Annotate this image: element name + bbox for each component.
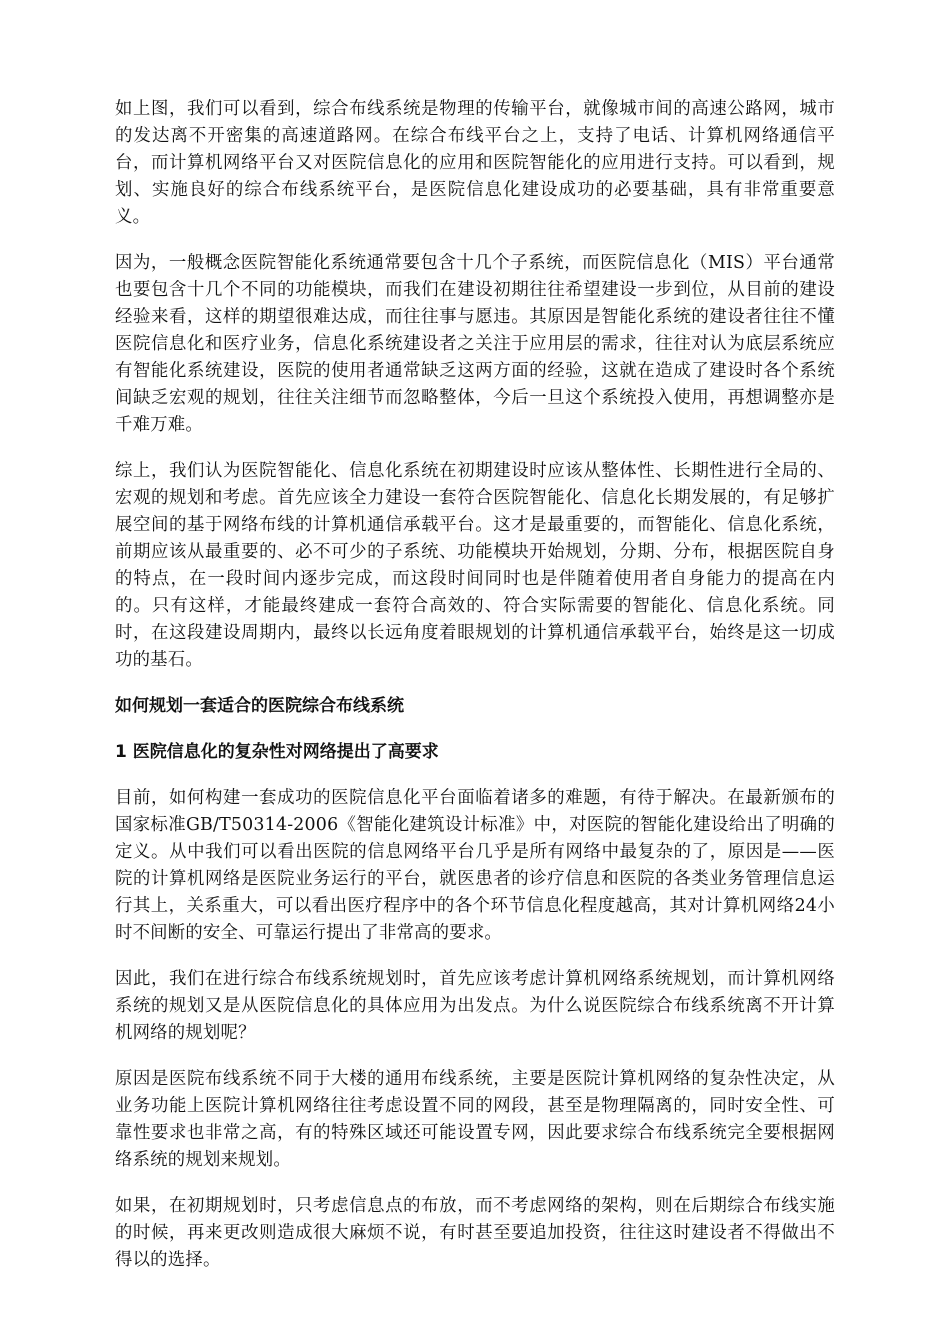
paragraph: 综上，我们认为医院智能化、信息化系统在初期建设时应该从整体性、长期性进行全局的、宏观的规划和考虑。首先应该全力建设一套符合医院智能化、信息化长期发展的，有足够扩展空间的基于网络布线的计算机通信承载平台。这才是最重要的，而智能化、信息化系统，前期应该从最重要的、必不可少的子系统、功能模块开始规划，分期、分布，根据医院自身的特点，在一段时间内逐步完成，而这段时间同时也是伴随着使用者自身能力的提高在内的。只有这样，才能最终建成一套符合高效的、符合实际需要的智能化、信息化系统。同时，在这段建设周期内，最终以长远角度着眼规划的计算机通信承载平台，始终是这一切成功的基石。: [115, 461, 835, 670]
paragraph: 原因是医院布线系统不同于大楼的通用布线系统，主要是医院计算机网络的复杂性决定，从业务功能上医院计算机网络往往考虑设置不同的网段，甚至是物理隔离的，同时安全性、可靠性要求也非常之高，有的特殊区域还可能设置专网，因此要求综合布线系统完全要根据网络系统的规划来规划。: [115, 1069, 835, 1170]
subsection-heading: 1 医院信息化的复杂性对网络提出了高要求: [115, 742, 439, 762]
paragraph: 因此，我们在进行综合布线系统规划时，首先应该考虑计算机网络系统规划，而计算机网络系统的规划又是从医院信息化的具体应用为出发点。为什么说医院综合布线系统离不开计算机网络的规划呢？: [115, 969, 835, 1043]
section-heading: 如何规划一套适合的医院综合布线系统: [115, 696, 404, 716]
paragraph: 目前，如何构建一套成功的医院信息化平台面临着诸多的难题，有待于解决。在最新颁布的国家标准GB/T50314-2006《智能化建筑设计标准》中，对医院的智能化建设给出了明确的定义。从中我们可以看出医院的信息网络平台几乎是所有网络中最复杂的了，原因是——医院的计算机网络是医院业务运行的平台，就医患者的诊疗信息和医院的各类业务管理信息运行其上，关系重大，可以看出医疗程序中的各个环节信息化程度越高，其对计算机网络24小时不间断的安全、可靠运行提出了非常高的要求。: [115, 788, 835, 943]
paragraph: 如上图，我们可以看到，综合布线系统是物理的传输平台，就像城市间的高速公路网，城市的发达离不开密集的高速道路网。在综合布线平台之上，支持了电话、计算机网络通信平台，而计算机网络平台又对医院信息化的应用和医院智能化的应用进行支持。可以看到，规划、实施良好的综合布线系统平台，是医院信息化建设成功的必要基础，具有非常重要意义。: [115, 99, 835, 227]
paragraph: 如果，在初期规划时，只考虑信息点的布放，而不考虑网络的架构，则在后期综合布线实施的时候，再来更改则造成很大麻烦不说，有时甚至要追加投资，往往这时建设者不得做出不得以的选择。: [115, 1196, 835, 1270]
document-page: [115, 96, 835, 1293]
paragraph: 因为，一般概念医院智能化系统通常要包含十几个子系统，而医院信息化（MIS）平台通常也要包含十几个不同的功能模块，而我们在建设初期往往希望建设一步到位，从目前的建设经验来看，这样的期望很难达成，而往往事与愿违。其原因是智能化系统的建设者往往不懂医院信息化和医疗业务，信息化系统建设者之关注于应用层的需求，往往对认为底层系统应有智能化系统建设，医院的使用者通常缺乏这两方面的经验，这就在造成了建设时各个系统间缺乏宏观的规划，往往关注细节而忽略整体，今后一旦这个系统投入使用，再想调整亦是千难万难。: [115, 253, 835, 435]
